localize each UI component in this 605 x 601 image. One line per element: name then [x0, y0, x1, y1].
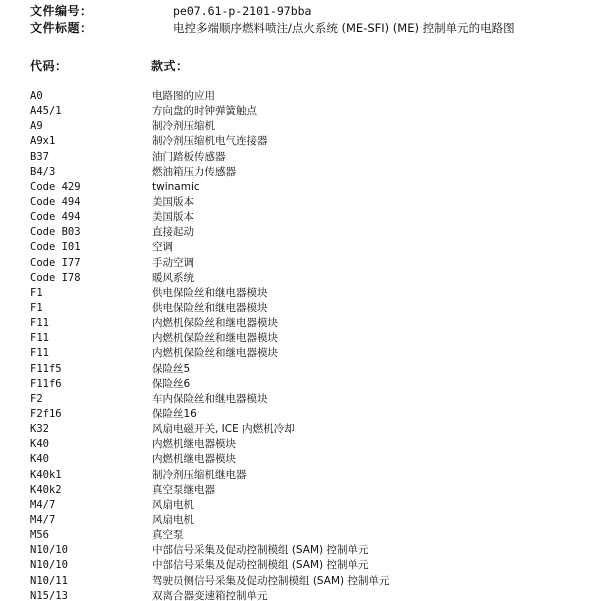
table-row	[30, 180, 590, 195]
table-row	[30, 104, 590, 119]
component-code: K32	[30, 423, 49, 436]
doc-number-value: pe07.61-p-2101-97bba	[173, 4, 312, 18]
component-description: 制冷剂压缩机电气连接器	[152, 135, 268, 148]
component-description: 保险丝6	[152, 377, 191, 390]
table-row	[30, 240, 590, 255]
table-row	[30, 513, 590, 528]
component-code: A45/1	[30, 105, 62, 118]
component-code: F2f16	[30, 407, 62, 420]
table-row	[30, 256, 590, 271]
component-code: F11	[30, 332, 49, 345]
table-row	[30, 165, 590, 180]
component-description: 双离合器变速箱控制单元	[152, 589, 268, 601]
component-description: 直接起动	[152, 226, 194, 239]
component-description: 暖风系统	[152, 271, 194, 284]
component-description: 美国版本	[152, 195, 194, 208]
component-code: Code I78	[30, 271, 81, 284]
component-description: 供电保险丝和继电器模块	[152, 286, 268, 299]
table-row	[30, 437, 590, 452]
component-description: 方向盘的时钟弹簧触点	[152, 105, 257, 118]
component-description: 空调	[152, 241, 173, 254]
component-description: 中部信号采集及促动控制模组 (SAM) 控制单元	[152, 559, 369, 572]
component-code: F11f5	[30, 362, 62, 375]
component-code: M4/7	[30, 498, 56, 511]
component-description: 中部信号采集及促动控制模组 (SAM) 控制单元	[152, 544, 369, 557]
component-code: N10/11	[30, 574, 68, 587]
component-code: N10/10	[30, 559, 68, 572]
component-code: N10/10	[30, 544, 68, 557]
component-description: 油门踏板传感器	[152, 150, 226, 163]
component-description: 美国版本	[152, 211, 194, 224]
component-description: 内燃机保险丝和继电器模块	[152, 347, 278, 360]
table-row	[30, 498, 590, 513]
doc-number-label: 文件编号：	[30, 4, 93, 18]
component-code: F11	[30, 317, 49, 330]
component-code: A9	[30, 120, 43, 133]
component-code: K40	[30, 438, 49, 451]
component-description: 风扇电磁开关, ICE 内燃机冷却	[152, 423, 295, 436]
table-row	[30, 346, 590, 361]
table-row	[30, 483, 590, 498]
component-description: 真空泵	[152, 529, 184, 542]
component-code: F1	[30, 286, 43, 299]
component-description: 真空泵继电器	[152, 483, 215, 496]
component-code: Code I77	[30, 256, 81, 269]
component-description: 风扇电机	[152, 513, 194, 526]
component-description: 保险丝5	[152, 362, 191, 375]
table-row	[30, 316, 590, 331]
table-row	[30, 150, 590, 165]
component-code: Code 429	[30, 180, 81, 193]
component-description: 内燃机保险丝和继电器模块	[152, 332, 278, 345]
component-code: A0	[30, 90, 43, 102]
component-code: F2	[30, 392, 43, 405]
component-description: 电路图的应用	[152, 90, 215, 102]
table-row	[30, 392, 590, 407]
table-row	[30, 468, 590, 483]
component-code: K40	[30, 453, 49, 466]
component-description: 燃油箱压力传感器	[152, 165, 236, 178]
table-row	[30, 543, 590, 558]
table-row	[30, 119, 590, 134]
table-row	[30, 271, 590, 286]
component-description: 内燃机继电器模块	[152, 438, 236, 451]
table-row	[30, 301, 590, 316]
table-row	[30, 452, 590, 467]
component-description: 供电保险丝和继电器模块	[152, 301, 268, 314]
component-description: 手动空调	[152, 256, 194, 269]
table-row	[30, 589, 590, 601]
component-description: 内燃机保险丝和继电器模块	[152, 317, 278, 330]
table-row	[30, 210, 590, 225]
component-table	[30, 89, 590, 601]
component-description: 驾驶员侧信号采集及促动控制模组 (SAM) 控制单元	[152, 574, 390, 587]
component-code: B4/3	[30, 165, 56, 178]
component-code: N15/13	[30, 589, 68, 601]
table-row	[30, 89, 590, 104]
component-description: twinamic	[152, 180, 200, 193]
component-code: Code 494	[30, 211, 81, 224]
component-description: 制冷剂压缩机	[152, 120, 215, 133]
component-code: Code B03	[30, 226, 81, 239]
component-code: M56	[30, 529, 49, 542]
component-code: K40k2	[30, 483, 62, 496]
description-column-header: 款式：	[151, 59, 189, 73]
code-column-header: 代码：	[30, 59, 68, 73]
table-row	[30, 558, 590, 573]
component-description: 保险丝16	[152, 407, 197, 420]
component-description: 风扇电机	[152, 498, 194, 511]
component-code: M4/7	[30, 513, 56, 526]
component-code: Code 494	[30, 195, 81, 208]
table-row	[30, 528, 590, 543]
component-code: B37	[30, 150, 49, 163]
table-row	[30, 362, 590, 377]
table-row	[30, 195, 590, 210]
table-row	[30, 377, 590, 392]
doc-title-value: 电控多端顺序燃料喷注/点火系统 (ME-SFI) (ME) 控制单元的电路图	[173, 21, 515, 35]
table-row	[30, 286, 590, 301]
component-description: 内燃机继电器模块	[152, 453, 236, 466]
component-description: 制冷剂压缩机继电器	[152, 468, 247, 481]
table-row	[30, 134, 590, 149]
table-row	[30, 331, 590, 346]
component-code: Code I01	[30, 241, 81, 254]
component-description: 车内保险丝和继电器模块	[152, 392, 268, 405]
component-code: A9x1	[30, 135, 56, 148]
component-code: F11f6	[30, 377, 62, 390]
component-code: K40k1	[30, 468, 62, 481]
table-row	[30, 407, 590, 422]
doc-title-label: 文件标题：	[30, 21, 93, 35]
table-row	[30, 574, 590, 589]
table-row	[30, 225, 590, 240]
table-row	[30, 422, 590, 437]
component-code: F1	[30, 301, 43, 314]
component-code: F11	[30, 347, 49, 360]
